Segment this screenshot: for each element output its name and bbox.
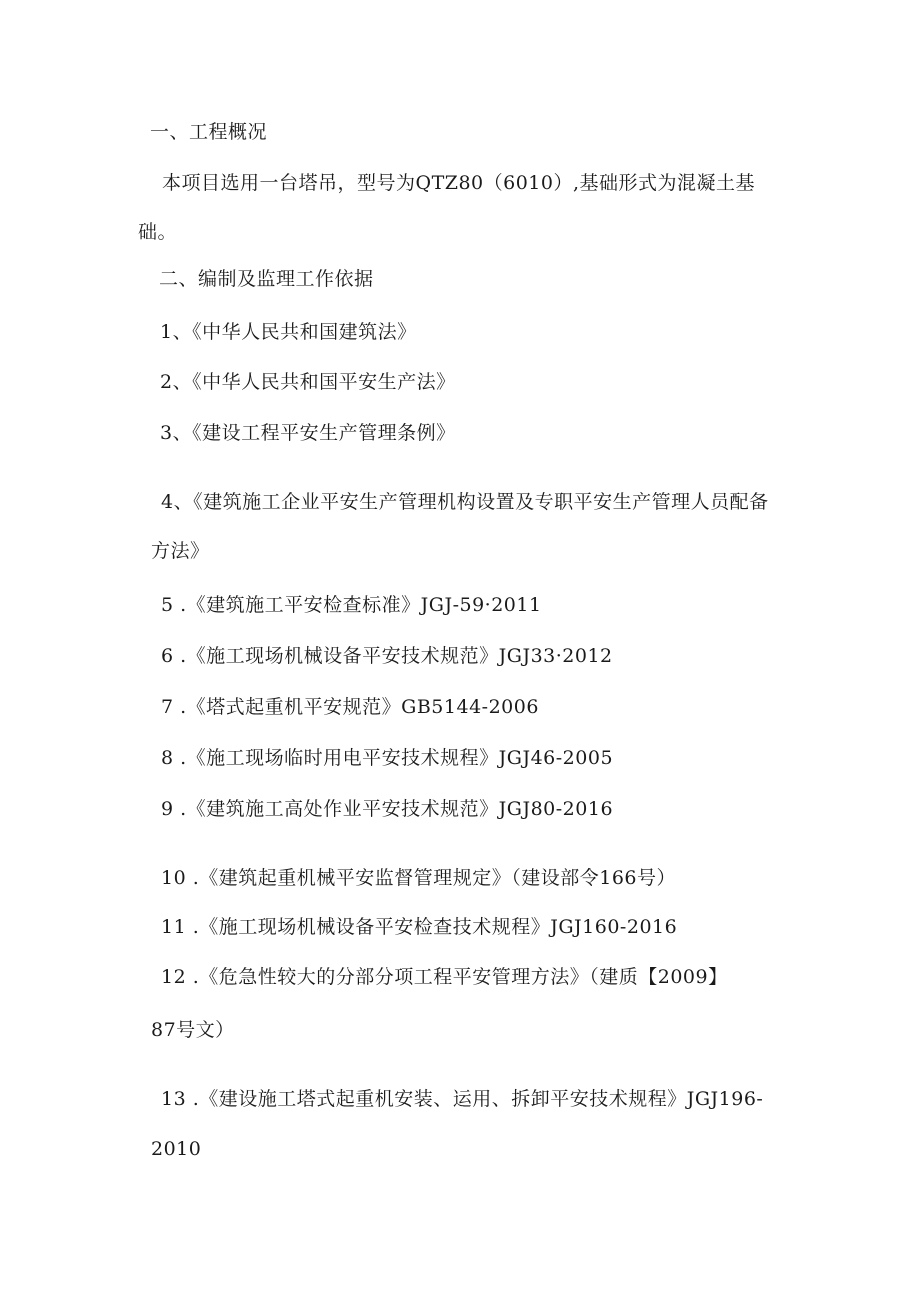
list-item: 12 .《危急性较大的分部分项工程平安管理方法》（建质【2009】: [161, 966, 728, 988]
section-heading-basis: 二、编制及监理工作依据: [159, 268, 374, 290]
list-item: 13 .《建设施工塔式起重机安装、运用、拆卸平安技术规程》JGJ196-: [161, 1088, 764, 1110]
list-item: 5 .《建筑施工平安检查标准》JGJ-59·2011: [161, 594, 542, 616]
list-item: 7 .《塔式起重机平安规范》GB5144-2006: [161, 696, 539, 718]
list-item: 2、《中华人民共和国平安生产法》: [160, 371, 456, 393]
paragraph-line: 本项目选用一台塔吊，型号为QTZ80（6010）,基础形式为混凝土基: [162, 172, 756, 194]
list-item: 1、《中华人民共和国建筑法》: [160, 321, 417, 343]
list-item: 6 .《施工现场机械设备平安技术规范》JGJ33·2012: [161, 645, 613, 667]
list-item: 9 .《建筑施工高处作业平安技术规范》JGJ80-2016: [161, 798, 614, 820]
list-item-continuation: 87号文）: [151, 1019, 235, 1041]
list-item-continuation: 2010: [151, 1138, 202, 1160]
paragraph-line: 础。: [138, 221, 178, 243]
list-item: 4、《建筑施工企业平安生产管理机构设置及专职平安生产管理人员配备: [161, 491, 769, 513]
list-item: 11 .《施工现场机械设备平安检查技术规程》JGJ160-2016: [161, 916, 678, 938]
list-item: 8 .《施工现场临时用电平安技术规程》JGJ46-2005: [161, 747, 614, 769]
list-item: 3、《建设工程平安生产管理条例》: [160, 422, 456, 444]
section-heading-overview: 一、工程概况: [150, 121, 268, 143]
list-item-continuation: 方法》: [151, 540, 210, 562]
list-item: 10 .《建筑起重机械平安监督管理规定》（建设部令166号）: [161, 867, 677, 889]
